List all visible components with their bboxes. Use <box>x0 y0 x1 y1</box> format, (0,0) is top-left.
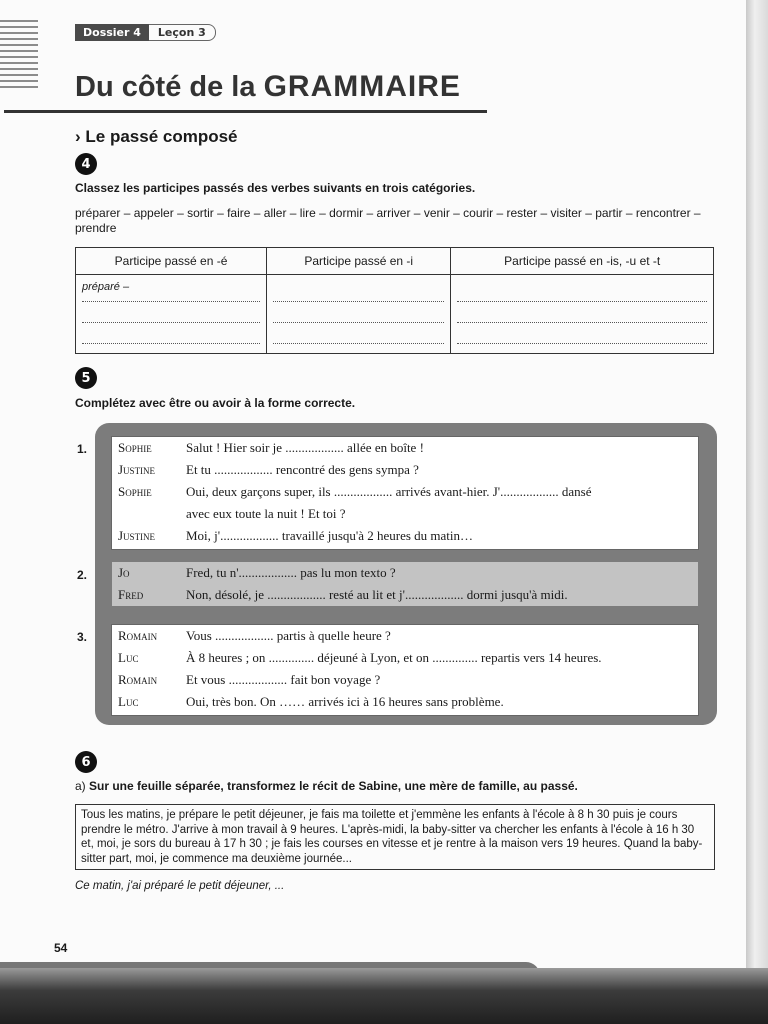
dialogue-2: Jo Fred, tu n'.................. pas lu mon texto ? Fred Non, désolé, je .................. resté au lit et j'.................. dormi jusqu'à midi. <box>111 561 699 607</box>
page-number: 54 <box>54 941 68 955</box>
dialogue-3: Romain Vous .................. partis à quelle heure ? Luc À 8 heures ; on .............. déjeuné à Lyon, et on .............. repartis vers 14 heures. Romain Et vous .................. fait bon voyage ? Luc Oui, très bon. On …… arrivés ici à 16 heures sans problème. <box>111 624 699 716</box>
lesson-tag <box>75 24 216 41</box>
column-header-i: Participe passé en -i <box>267 248 451 275</box>
category-table <box>75 247 714 354</box>
dialogue-line: avec eux toute la nuit ! Et toi ? <box>186 506 346 521</box>
facing-page-edge <box>746 0 768 980</box>
dialogue-line[interactable]: Fred, tu n'.................. pas lu mon texto ? <box>186 565 396 580</box>
page-title: Du côté de la GRAMMAIRE <box>75 70 461 103</box>
column-header-is-u-t: Participe passé en -is, -u et -t <box>451 248 714 275</box>
answer-cell-e[interactable] <box>76 275 267 354</box>
title-underline <box>4 110 487 113</box>
section-title: › Le passé composé <box>75 127 238 146</box>
dialogue-1-label: 1. <box>77 442 88 456</box>
dialogue-line[interactable]: Oui, deux garçons super, ils .................. arrivés avant-hier. J'.................. dansé <box>186 484 592 499</box>
exercise-5-instruction: Complétez avec être ou avoir à la forme correcte. <box>75 396 356 410</box>
answer-cell-is-u-t[interactable] <box>451 275 714 354</box>
sabine-story: Tous les matins, je prépare le petit déjeuner, je fais ma toilette et j'emmène les enfants à l'école à 8 h 30 puis je cours prendre le métro. J'arrive à mon travail à 9 heures. L'après-midi, la baby-sitter va chercher les enfants à l'école à 16 h 30 et, moi, je sors du bureau à 17 h 30 ; je fais les courses en vitesse et je rentre à la maison vers 19 heures. Quand la baby-sitter part, moi, je commence ma deuxième journée... <box>75 804 715 870</box>
dialogue-3-label: 3. <box>77 630 88 644</box>
column-header-e: Participe passé en -é <box>76 248 267 275</box>
verb-list: préparer – appeler – sortir – faire – aller – lire – dormir – arriver – venir – courir – rester – visiter – partir – rencontrer – prendre <box>75 206 701 235</box>
dossier-label: Dossier 4 <box>75 24 149 41</box>
exercise-6-instruction: a) Sur une feuille séparée, transformez le récit de Sabine, une mère de famille, au passé. <box>75 779 578 793</box>
scanner-bottom <box>0 968 768 1024</box>
dialogue-1: Sophie Salut ! Hier soir je .................. allée en boîte ! Justine Et tu .................. rencontré des gens sympa ? Sophie Oui, deux garçons super, ils .................. arrivés avant-hier. J'.................. dansé avec eux toute la nuit ! Et toi ? Justine Moi, j'.................. travaillé jusqu'à 2 heures du matin… <box>111 436 699 550</box>
dialogue-line[interactable]: Vous .................. partis à quelle heure ? <box>186 628 391 643</box>
exercise-5-number: 5 <box>75 367 97 389</box>
dialogue-line[interactable]: Et tu .................. rencontré des gens sympa ? <box>186 462 419 477</box>
exercise-6-example: Ce matin, j'ai préparé le petit déjeuner, ... <box>75 880 285 892</box>
dialogue-line[interactable]: Et vous .................. fait bon voyage ? <box>186 672 381 687</box>
example-answer: préparé – <box>82 281 260 302</box>
dialogue-line[interactable]: À 8 heures ; on .............. déjeuné à Lyon, et on .............. repartis vers 14 heures. <box>186 650 602 665</box>
exercise-4-number: 4 <box>75 153 97 175</box>
dialogue-line[interactable]: Salut ! Hier soir je .................. allée en boîte ! <box>186 440 424 455</box>
dialogue-line[interactable]: Non, désolé, je .................. resté au lit et j'.................. dormi jusqu'à midi. <box>186 587 568 602</box>
dialogue-2-label: 2. <box>77 568 88 582</box>
exercise-6-number: 6 <box>75 751 97 773</box>
exercise-4-instruction: Classez les participes passés des verbes suivants en trois catégories. <box>75 181 476 195</box>
lecon-label: Leçon 3 <box>149 24 216 41</box>
answer-cell-i[interactable] <box>267 275 451 354</box>
dialogue-line[interactable]: Moi, j'.................. travaillé jusqu'à 2 heures du matin… <box>186 528 474 543</box>
dialogue-line[interactable]: Oui, très bon. On …… arrivés ici à 16 heures sans problème. <box>186 694 504 709</box>
margin-bars <box>0 20 38 90</box>
